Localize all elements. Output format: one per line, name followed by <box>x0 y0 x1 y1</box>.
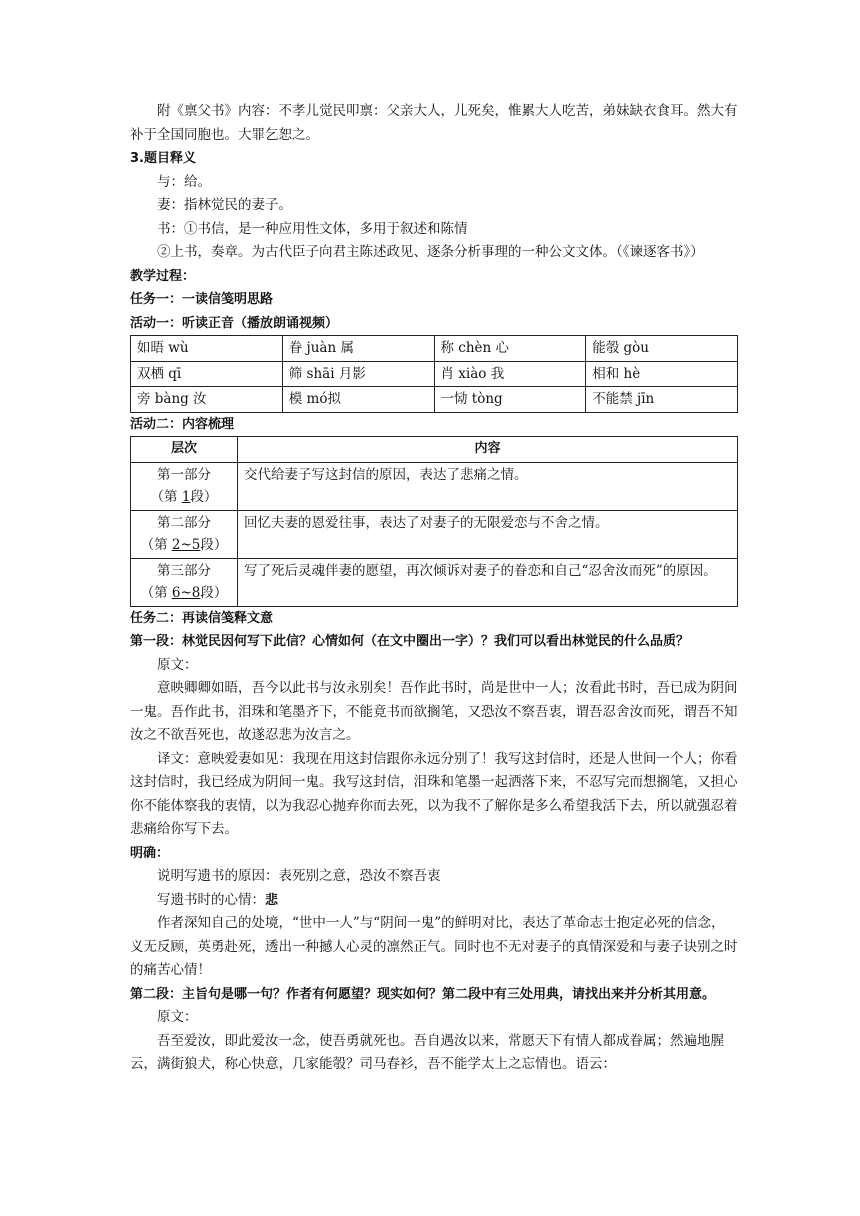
structure-table <box>130 436 738 607</box>
table-cell: 一恸 tòng <box>434 387 586 413</box>
teaching-process-heading: 教学过程： <box>130 268 196 284</box>
definition-shu-2: ②上书，奏章。为古代臣子向君主陈述政见、逐条分析事理的一种公文文体。（《谏逐客书》） <box>157 244 704 260</box>
table-cell: 肖 xiào 我 <box>434 361 586 387</box>
original-text-paragraph-two: 吾至爱汝，即此爱汝一念，使吾勇就死也。吾自遇汝以来，常愿天下有情人都成眷属；然遍地腥云，满街狼犬，称心快意，几家能彀？司马春衫，吾不能学太上之忘情也。语云： <box>130 1032 724 1072</box>
content-cell: 交代给妻子写这封信的原因，表达了悲痛之情。 <box>238 462 738 510</box>
section-heading-title-meaning: 3.题目释义 <box>130 151 196 166</box>
table-cell: 相和 hè <box>586 361 738 387</box>
part-range <box>137 582 231 605</box>
table-row <box>131 462 738 510</box>
table-row <box>131 510 738 558</box>
translation-paragraph-one: 译文：意映爱妻如见：我现在用这封信跟你永远分别了！我写这封信时，还是人世间一个人；你看这封信时，我已经成为阴间一鬼。我写这封信，泪珠和笔墨一起洒落下来，不忍写完而想搁笔，又担心你不能体察我的衷情，以为我忍心抛弃你而去死，以为我不了解你是多么希望我活下去，所以就强忍着悲痛给你写下去。 <box>130 750 738 837</box>
table-row <box>131 387 738 413</box>
table-row <box>131 336 738 362</box>
original-label: 原文： <box>157 656 198 673</box>
column-header-content: 内容 <box>238 437 738 463</box>
column-header-level: 层次 <box>131 437 238 463</box>
part-label: 第一部分 <box>157 466 211 483</box>
table-cell: 眷 juàn 属 <box>282 336 434 362</box>
pronunciation-table <box>130 335 738 413</box>
mood-label: 写遗书时的心情： <box>157 891 265 908</box>
range-suffix: 段） <box>200 585 228 601</box>
mood-line <box>130 889 738 913</box>
definition-yu: 与：给。 <box>157 173 211 190</box>
table-cell: 能彀 gòu <box>586 336 738 362</box>
reason-line: 说明写遗书的原因：表死别之意，恐汝不察吾衷 <box>157 868 441 884</box>
range-prefix: （第 <box>140 537 172 553</box>
range-suffix: 段） <box>200 537 228 553</box>
analysis-paragraph: 作者深知自己的处境，“世中一人”与“阴间一鬼”的鲜明对比，表达了革命志士抱定必死的信念，义无反顾，英勇赴死，透出一种撼人心灵的凛然正气。同时也不无对妻子的真情深爱和与妻子诀别之时的痛苦心情！ <box>130 915 738 978</box>
paragraph-one-question: 第一段：林觉民因何写下此信？心情如何（在文中圈出一字）？我们可以看出林觉民的什么品质？ <box>130 634 690 649</box>
task-one-heading: 任务一：一读信笺明思路 <box>130 292 274 307</box>
definition-shu-1: 书：①书信，是一种应用性文体，多用于叙述和陈情 <box>157 220 468 237</box>
table-row <box>131 558 738 606</box>
attachment-paragraph: 附《禀父书》内容：不孝儿觉民叩禀：父亲大人，儿死矣，惟累大人吃苦，弟妹缺衣食耳。然大有补于全国同胞也。大罪乞恕之。 <box>130 103 738 143</box>
range-suffix: 段） <box>190 489 218 505</box>
part-cell <box>131 558 238 606</box>
document-page <box>130 100 738 1077</box>
activity-one-heading: 活动一：听读正音（播放朗诵视频） <box>130 315 339 331</box>
part-cell <box>131 510 238 558</box>
original-text-paragraph-one: 意映卿卿如晤，吾今以此书与汝永别矣！吾作此书时，尚是世中一人；汝看此书时，吾已成为阴间一鬼。吾作此书，泪珠和笔墨齐下，不能竟书而欲搁笔，又恐汝不察吾衷，谓吾忍舍汝而死，谓吾不知汝之不欲吾死也，故遂忍悲为汝言之。 <box>130 680 738 743</box>
table-header-row <box>131 437 738 463</box>
table-cell: 模 mó拟 <box>282 387 434 413</box>
range-prefix: （第 <box>150 489 182 505</box>
table-cell: 称 chèn 心 <box>434 336 586 362</box>
table-cell: 筛 shāi 月影 <box>282 361 434 387</box>
clarify-heading: 明确： <box>130 845 170 861</box>
table-cell: 双栖 qī <box>131 361 283 387</box>
mood-value: 悲 <box>265 892 279 908</box>
part-range <box>137 486 231 509</box>
task-two-heading: 任务二：再读信笺释文意 <box>130 610 274 626</box>
range-number: 1 <box>181 489 191 505</box>
content-cell: 写了死后灵魂伴妻的愿望，再次倾诉对妻子的眷恋和自己“忍舍汝而死”的原因。 <box>238 558 738 606</box>
range-prefix: （第 <box>140 585 172 601</box>
table-row <box>131 361 738 387</box>
part-label: 第二部分 <box>157 514 211 531</box>
part-range <box>137 534 231 557</box>
range-number: 2~5 <box>171 537 201 553</box>
original-label: 原文： <box>157 1009 198 1025</box>
table-cell: 旁 bàng 汝 <box>131 387 283 413</box>
content-cell: 回忆夫妻的恩爱往事，表达了对妻子的无限爱恋与不舍之情。 <box>238 510 738 558</box>
table-cell: 不能禁 jīn <box>586 387 738 413</box>
range-number: 6~8 <box>171 585 201 601</box>
definition-qi: 妻：指林觉民的妻子。 <box>157 197 292 213</box>
table-cell: 如晤 wù <box>131 336 283 362</box>
part-label: 第三部分 <box>157 562 211 579</box>
paragraph-two-question: 第二段：主旨句是哪一句？作者有何愿望？现实如何？第二段中有三处用典，请找出来并分析其用意。 <box>130 986 716 1002</box>
activity-two-heading: 活动二：内容梳理 <box>130 416 235 432</box>
part-cell <box>131 462 238 510</box>
